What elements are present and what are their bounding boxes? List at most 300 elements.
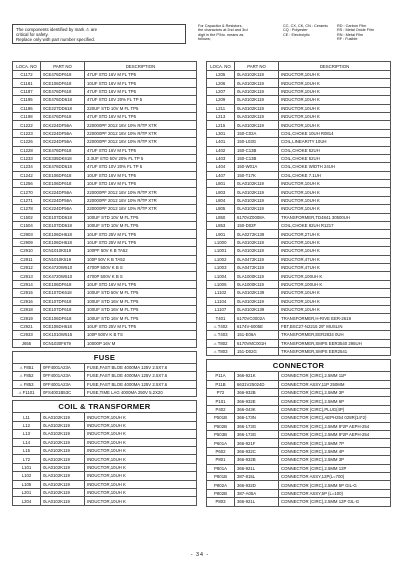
loca-text: F851 xyxy=(23,365,34,371)
loca-text: P601A xyxy=(214,440,227,446)
part-cell: 0LA0102K119 xyxy=(235,188,279,196)
table-row xyxy=(13,146,197,154)
loca-text: C1504 xyxy=(20,223,33,229)
capacitor-codes xyxy=(283,24,333,37)
code-note-line: digit in the P/No. means as xyxy=(198,32,244,37)
part-cell: 366-173N xyxy=(235,414,279,422)
loca-text: L1104 xyxy=(214,298,227,304)
part-header: PART NO xyxy=(235,62,279,71)
table-row xyxy=(207,213,391,221)
part-cell: 0CE106DF618 xyxy=(41,79,85,87)
loca-text: C1234 xyxy=(20,164,33,170)
part-cell: 0CE227DD618 xyxy=(41,104,85,112)
loca-cell xyxy=(13,430,41,438)
loca-cell xyxy=(13,372,41,380)
table-row xyxy=(13,71,197,79)
table-row xyxy=(13,322,197,330)
table-row xyxy=(13,196,197,204)
loca-text: L401 xyxy=(215,139,226,145)
loca-cell xyxy=(13,289,41,297)
table-row xyxy=(13,138,197,146)
description-cell: TRANSFORMER,SMPS EER2541 xyxy=(279,347,391,355)
description-cell: 10UF STD 25V M FL TP5 xyxy=(85,230,197,238)
loca-cell xyxy=(207,263,235,271)
loca-cell xyxy=(13,272,41,280)
description-cell: COIL,CHOKE 52UH xyxy=(279,146,391,154)
loca-text: C1226 xyxy=(20,139,33,145)
part-cell: 366-932B xyxy=(235,456,279,464)
loca-text: L853 xyxy=(215,223,226,229)
description-cell: INDUCTOR,10UH K xyxy=(279,96,391,104)
table-row xyxy=(207,263,391,271)
loca-text: C2909 xyxy=(20,240,33,245)
loca-text: L1005 xyxy=(214,281,227,287)
part-cell: 0LA1000K119 xyxy=(235,280,279,288)
part-cell: 366-932D xyxy=(235,481,279,489)
loca-text: L850 xyxy=(215,214,226,220)
loca-cell xyxy=(207,121,235,129)
part-cell: 150-W01A xyxy=(235,163,279,171)
table-header xyxy=(13,62,197,71)
table-row xyxy=(13,247,197,255)
table-row xyxy=(13,480,197,488)
loca-header: LOCA. NO xyxy=(13,62,41,71)
part-cell: 366-921K xyxy=(235,372,279,380)
table-row xyxy=(207,196,391,204)
loca-text: C2919 xyxy=(20,315,33,321)
description-cell: CONNECTOR (CIRC),2.5MM 6P xyxy=(279,397,391,405)
table-row xyxy=(13,305,197,313)
description-cell: COIL,CHOKE 52UH xyxy=(279,154,391,162)
loca-cell xyxy=(13,447,41,455)
loca-text: L12 xyxy=(22,423,31,429)
loca-cell xyxy=(207,280,235,288)
description-cell: 100UF STD 50V M FL TP5 xyxy=(85,289,197,297)
table-row xyxy=(207,489,391,497)
safety-warning-icon: ⚠ xyxy=(213,341,217,346)
loca-cell xyxy=(13,247,41,255)
loca-text: C2913 xyxy=(20,273,33,279)
safety-note xyxy=(12,24,186,44)
table-row xyxy=(13,104,197,112)
table-row xyxy=(207,289,391,297)
loca-cell xyxy=(13,339,41,347)
loca-text: L101 xyxy=(21,464,32,470)
part-cell: 150-L03G xyxy=(235,138,279,146)
loca-cell xyxy=(13,146,41,154)
description-cell: TRANSFORMER,SMPS EER3540 295UH xyxy=(279,339,391,347)
loca-cell xyxy=(207,272,235,280)
loca-cell xyxy=(207,163,235,171)
safety-warning-icon: ⚠ xyxy=(19,374,23,379)
table-row xyxy=(13,472,197,480)
description-cell: INDUCTOR,10UH K xyxy=(279,87,391,95)
table-row xyxy=(207,96,391,104)
part-cell: 0CK4720W510 xyxy=(41,272,85,280)
part-cell: 0LA0102K119 xyxy=(41,488,85,496)
description-cell: CONNECTOR (CIRC),2.5MM 4P xyxy=(279,447,391,455)
part-cell: 0LA0102K119 xyxy=(235,79,279,87)
part-cell: 0CE107DF618 xyxy=(41,305,85,313)
loca-cell xyxy=(207,104,235,112)
description-cell: INDUCTOR,10UH K xyxy=(279,238,391,246)
table-row xyxy=(207,188,391,196)
description-cell: INDUCTOR,10UH K xyxy=(85,472,197,480)
part-cell: 366-173G xyxy=(235,431,279,439)
code-line: RN : Metal Film xyxy=(337,32,364,37)
loca-text: L803 xyxy=(215,189,226,195)
loca-cell xyxy=(207,222,235,230)
loca-cell xyxy=(13,488,41,496)
part-cell: 0CE107DD618 xyxy=(41,213,85,221)
loca-cell xyxy=(207,447,235,455)
loca-cell xyxy=(207,397,235,405)
description-cell: INDUCTOR,10UH K xyxy=(85,463,197,471)
loca-text: L403 xyxy=(215,156,226,162)
description-cell: INDUCTOR,27UH K xyxy=(279,230,391,238)
loca-text: L1002 xyxy=(214,256,227,262)
description-cell: FUSE,TIME LAG 4000MA 250V 5.2X20 xyxy=(85,389,197,397)
part-cell: 0CK4720W510 xyxy=(41,263,85,271)
loca-cell xyxy=(13,104,41,112)
parts-table-right xyxy=(206,61,391,507)
table-row xyxy=(13,205,197,213)
loca-cell xyxy=(13,112,41,120)
description-cell: 3.3UF STD 50V 20% FL TP 5 xyxy=(85,154,197,162)
loca-text: P801B xyxy=(214,474,227,480)
safety-warning-icon: ⚠ xyxy=(213,333,217,338)
part-cell: 0CE476DF618 xyxy=(41,87,85,95)
loca-cell xyxy=(13,79,41,87)
loca-cell xyxy=(207,112,235,120)
part-cell: 0LA0102K139 xyxy=(235,305,279,313)
description-cell: INDUCTOR,100UH K xyxy=(279,280,391,288)
description-cell: CONNECTOR ASSY,12P(L=700) xyxy=(279,472,391,480)
part-cell: 0LA0102K119 xyxy=(235,247,279,255)
loca-text: P802A xyxy=(214,482,227,488)
part-cell: 0CN1030F679 xyxy=(41,339,85,347)
loca-cell xyxy=(207,146,235,154)
description-cell: 47UF STD 16V M FL TP5 xyxy=(85,87,197,95)
loca-cell xyxy=(207,171,235,179)
loca-text: P101 xyxy=(215,398,226,404)
part-cell: 6170VC0002A xyxy=(235,314,279,322)
loca-text: L105 xyxy=(21,481,32,487)
loca-cell xyxy=(207,339,235,347)
loca-cell xyxy=(13,255,41,263)
loca-cell xyxy=(13,331,41,339)
section-title: FUSE xyxy=(13,351,197,363)
part-cell: 0CE106DF618 xyxy=(41,171,85,179)
loca-cell xyxy=(207,389,235,397)
table-row xyxy=(13,447,197,455)
table-row xyxy=(13,87,197,95)
table-row xyxy=(13,171,197,179)
part-cell: 0LA0472K119 xyxy=(235,255,279,263)
loca-cell xyxy=(13,213,41,221)
loca-text: L15 xyxy=(22,448,31,454)
loca-text: P803 xyxy=(215,499,226,505)
description-cell: INDUCTOR,10UH K xyxy=(85,480,197,488)
table-row xyxy=(13,497,197,505)
description-cell: FBT,BSC27-N2215 29" MUSLIN xyxy=(279,322,391,330)
table-row xyxy=(13,363,197,371)
loca-text: L206 xyxy=(215,80,226,86)
table-row xyxy=(13,314,197,322)
loca-text: C1502 xyxy=(20,214,33,220)
loca-text: L805 xyxy=(215,206,226,212)
loca-text: C1242 xyxy=(20,172,33,178)
table-row xyxy=(207,112,391,120)
table-row xyxy=(207,180,391,188)
loca-text: L404 xyxy=(215,164,226,170)
table-row xyxy=(207,439,391,447)
safety-warning-icon: ⚠ xyxy=(19,366,23,371)
table-row xyxy=(207,397,391,405)
part-cell: 0CE335DK618 xyxy=(41,154,85,162)
desc-header: DESCRIPTION xyxy=(279,62,391,71)
loca-text: L1102 xyxy=(214,290,227,296)
loca-text: P503B xyxy=(214,432,227,438)
loca-cell xyxy=(13,280,41,288)
table-row xyxy=(207,297,391,305)
loca-text: C2916 xyxy=(20,298,33,304)
table-row xyxy=(13,263,197,271)
description-cell: 4700P 500V K B S xyxy=(85,272,197,280)
description-cell: CONNECTOR (CIRC),2.5MM 12P GIL-G xyxy=(279,498,391,506)
loca-text: L1003 xyxy=(214,265,227,271)
table-row xyxy=(13,96,197,104)
description-cell: 100UF STD 16V M FL TP5 xyxy=(85,314,197,322)
loca-text: L201 xyxy=(21,490,32,496)
loca-text: L205 xyxy=(215,72,226,78)
part-cell: 0CE106DH618 xyxy=(41,230,85,238)
loca-text: L901 xyxy=(215,231,226,237)
loca-cell xyxy=(207,154,235,162)
part-cell: 366-932B xyxy=(235,389,279,397)
description-cell: COIL,CHOKE 82UH R1217 xyxy=(279,222,391,230)
description-cell: 100UF STD 16V M FL TP5 xyxy=(85,297,197,305)
loca-text: C1271 xyxy=(20,198,33,204)
part-cell: 0LA0102K139 xyxy=(235,289,279,297)
loca-cell xyxy=(13,180,41,188)
loca-cell xyxy=(207,422,235,430)
description-cell: CONNECTOR (CIRC),2.5MM 8*2P AEPH-254 xyxy=(279,422,391,430)
table-row xyxy=(13,455,197,463)
description-cell: 220UF STD 10V M FL TP5 xyxy=(85,104,197,112)
description-cell: INDUCTOR,10UH K xyxy=(279,305,391,313)
loca-cell xyxy=(13,438,41,446)
part-cell: 0CN1010K519 xyxy=(41,247,85,255)
loca-cell xyxy=(207,196,235,204)
part-cell: 0CK224DF56A xyxy=(41,188,85,196)
loca-cell xyxy=(207,247,235,255)
loca-cell xyxy=(207,498,235,506)
part-cell: 0CK224DF56A xyxy=(41,138,85,146)
description-cell: 10UF STD 16V M FL TP5 xyxy=(85,79,197,87)
description-cell: INDUCTOR,47UH K xyxy=(279,255,391,263)
part-cell: 150-D02F xyxy=(235,222,279,230)
loca-cell xyxy=(207,188,235,196)
description-cell: INDUCTOR,10UH K xyxy=(85,447,197,455)
part-cell: 0CK224DF56A xyxy=(41,121,85,129)
loca-text: L11 xyxy=(23,414,30,420)
description-cell: FUSE,FAST BLOE 4000MA 125V 2.5X7.6 xyxy=(85,363,197,371)
loca-text: L14 xyxy=(22,439,31,445)
table-row xyxy=(207,230,391,238)
loca-text: J655 xyxy=(21,340,32,346)
loca-text: L804 xyxy=(215,198,226,204)
safety-warning-icon: ⚠ xyxy=(19,382,23,387)
loca-cell xyxy=(207,205,235,213)
loca-text: L1004 xyxy=(214,273,227,279)
loca-text: C1172 xyxy=(20,72,33,78)
part-cell: 0CE107DF618 xyxy=(41,297,85,305)
description-cell: INDUCTOR,10UH K xyxy=(85,421,197,429)
description-cell: INDUCTOR,47UH K xyxy=(279,263,391,271)
description-cell: 100P 500V K B TS xyxy=(85,331,197,339)
loca-cell xyxy=(13,154,41,162)
description-cell: INDUCTOR,10UH K xyxy=(85,497,197,505)
description-cell: 100PF 50V K B TA52 xyxy=(85,247,197,255)
loca-text: F1101 xyxy=(22,390,35,396)
description-cell: INDUCTOR,10UH K xyxy=(85,413,197,421)
loca-cell xyxy=(13,463,41,471)
description-cell: 47UF STD 16V M FL TP5 xyxy=(85,146,197,154)
description-cell: FUSE,FAST BLOE 4000MA 125V 2.5X7.6 xyxy=(85,380,197,388)
safety-note-line: The components identified by mark ⚠ are xyxy=(16,27,98,32)
loca-text: C2911 xyxy=(20,256,33,262)
part-cell: 0CN1010K519 xyxy=(41,255,85,263)
description-cell: 220000PF 2012 16V 10% R/TP X7R xyxy=(85,196,197,204)
description-cell: CONNECTOR (CIRC),2.5MM 3P xyxy=(279,456,391,464)
loca-cell xyxy=(207,372,235,380)
code-line: RS : Metal Oxide Film xyxy=(337,28,374,33)
description-cell: INDUCTOR,10UH K xyxy=(279,180,391,188)
loca-cell xyxy=(13,297,41,305)
table-row xyxy=(207,255,391,263)
description-cell: 220000PF 2012 16V 10% R/TP X7R xyxy=(85,129,197,137)
loca-cell xyxy=(13,121,41,129)
table-row xyxy=(13,230,197,238)
loca-cell xyxy=(13,238,41,246)
part-cell: 0LA0102K119 xyxy=(41,480,85,488)
part-cell: 0LA0102K119 xyxy=(235,112,279,120)
table-row xyxy=(207,138,391,146)
table-row xyxy=(207,331,391,339)
page-number: - 34 - xyxy=(190,552,210,558)
description-cell: CONNECTOR (CIRC),2.5MM 8*2P AEPH-254 xyxy=(279,431,391,439)
loca-text: P602 xyxy=(215,448,226,454)
description-cell: INDUCTOR,10UH K xyxy=(85,430,197,438)
loca-cell xyxy=(13,205,41,213)
part-cell: 0LA0102K119 xyxy=(235,87,279,95)
table-row xyxy=(207,247,391,255)
table-row xyxy=(207,305,391,313)
loca-cell xyxy=(13,96,41,104)
part-cell: 0LA0102K119 xyxy=(235,121,279,129)
description-cell: CONNECTOR (CIRC),PLUG(4P) xyxy=(279,405,391,413)
description-cell: INDUCTOR,10UH K xyxy=(279,112,391,120)
part-cell: 0LA0102K119 xyxy=(235,196,279,204)
desc-header: DESCRIPTION xyxy=(85,62,197,71)
table-row xyxy=(207,79,391,87)
loca-text: C1222 xyxy=(20,122,33,128)
loca-text: C1181 xyxy=(20,80,33,86)
part-cell: 150-C02A xyxy=(235,129,279,137)
description-cell: INDUCTOR,10UH K xyxy=(279,205,391,213)
description-cell: TRANSFORMER,H-RIVE EER-2619 xyxy=(279,314,391,322)
part-cell: 0LA0102K119 xyxy=(235,205,279,213)
description-cell: INDUCTOR,10UH K xyxy=(279,188,391,196)
table-row xyxy=(207,456,391,464)
loca-text: L209 xyxy=(215,97,226,103)
loca-cell xyxy=(207,431,235,439)
description-cell: COIL,CHOKE WIDTH 24UH xyxy=(279,163,391,171)
part-cell: 150-C13B xyxy=(235,154,279,162)
description-cell: INDUCTOR,10UH K xyxy=(279,71,391,79)
description-cell: CONNECTOR ASSY,11P 250MM xyxy=(279,380,391,388)
part-cell: 0FS4001B53C xyxy=(41,389,85,397)
part-cell: 6170VMC001H xyxy=(235,339,279,347)
table-row xyxy=(13,112,197,120)
loca-cell xyxy=(13,71,41,79)
loca-cell xyxy=(13,497,41,505)
part-cell: 6631V25024D xyxy=(235,380,279,388)
code-line: CQ : Polyester xyxy=(283,28,308,33)
part-cell: 0CE106DF618 xyxy=(41,280,85,288)
part-cell: 6170VZ0008A xyxy=(235,213,279,221)
loca-text: L402 xyxy=(215,147,226,153)
table-row xyxy=(207,472,391,480)
description-cell: INDUCTOR,10UH K xyxy=(279,289,391,297)
table-row xyxy=(207,380,391,388)
table-row xyxy=(207,272,391,280)
part-cell: 150-T17K xyxy=(235,171,279,179)
loca-cell xyxy=(13,263,41,271)
loca-text: C1278 xyxy=(20,206,33,212)
table-row xyxy=(207,280,391,288)
loca-cell xyxy=(13,413,41,421)
loca-text: P802B xyxy=(214,490,227,496)
description-cell: INDUCTOR,10UH K xyxy=(85,438,197,446)
table-header xyxy=(207,62,391,71)
table-row xyxy=(13,289,197,297)
loca-cell xyxy=(13,380,41,388)
section-title: COIL & TRANSFORMER xyxy=(13,401,197,413)
table-row xyxy=(207,372,391,380)
loca-cell xyxy=(13,196,41,204)
description-cell: 47UF STD 16V M FL TP5 xyxy=(85,112,197,120)
description-cell: 220000PF 2012 16V 10% R/TP X7R xyxy=(85,121,197,129)
description-cell: 10UF STD 16V M FL TP5 xyxy=(85,171,197,179)
table-row xyxy=(13,121,197,129)
description-cell: TRANSFORMER,EER2834 0UH xyxy=(279,331,391,339)
description-cell: CONNECTOR (CIRC),AEPH254 028R(14*2) xyxy=(279,414,391,422)
loca-text: T403 xyxy=(217,332,228,338)
table-row xyxy=(207,205,391,213)
loca-cell xyxy=(207,297,235,305)
table-row xyxy=(207,71,391,79)
table-row xyxy=(13,79,197,87)
part-cell: 366-043K xyxy=(235,405,279,413)
table-row xyxy=(13,331,197,339)
part-cell: 0LA0102K119 xyxy=(41,472,85,480)
loca-text: C2915 xyxy=(20,290,33,296)
loca-cell xyxy=(207,464,235,472)
description-cell: 100UF STD 10V M FL TP5 xyxy=(85,213,197,221)
part-cell: 0CE476DD618 xyxy=(41,96,85,104)
